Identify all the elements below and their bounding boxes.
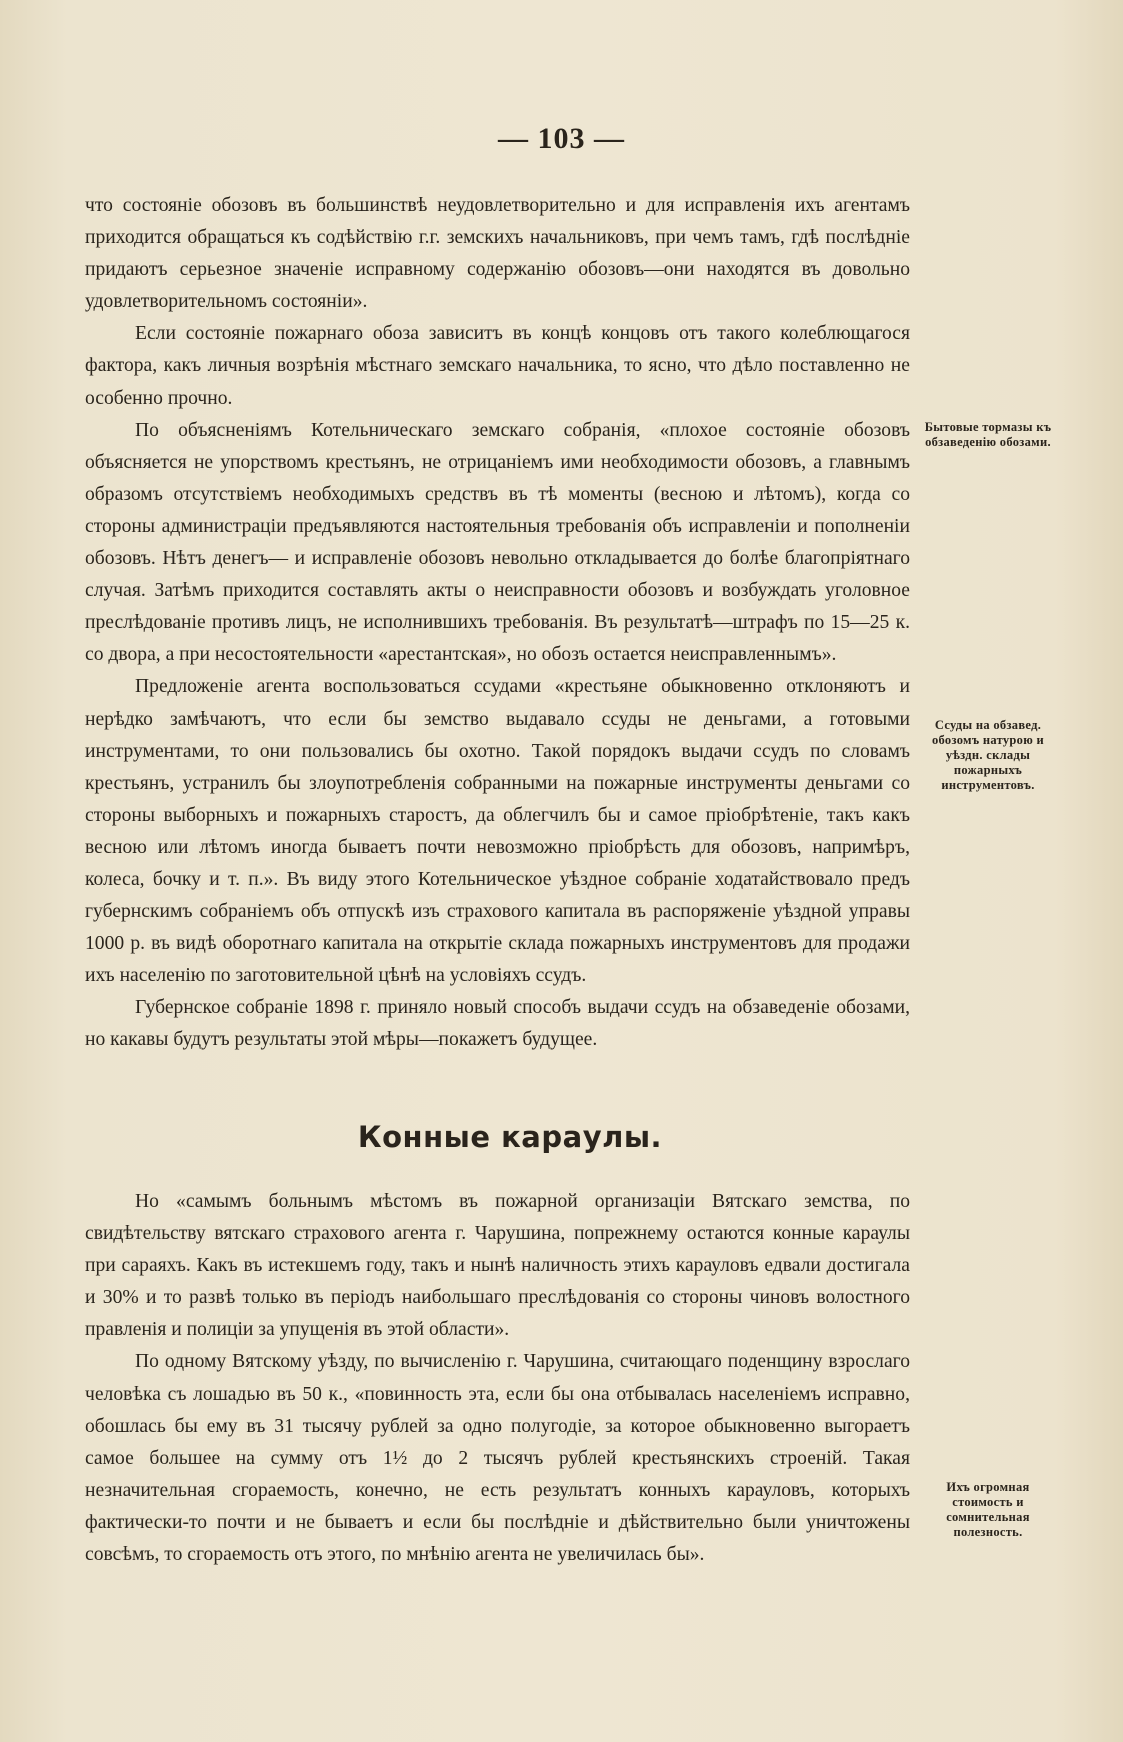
body-text-top xyxy=(85,190,910,1057)
paragraph: Но «самымъ больнымъ мѣстомъ въ пожарной организаціи Вятскаго земства, по свидѣтельству вятскаго страхового агента г. Чарушина, попрежнему остаются конные караулы при сараяхъ. Какъ въ истекшемъ году, такъ и нынѣ наличность этихъ карауловъ едвали достигала и 30% и то развѣ только въ періодъ наибольшаго преслѣдованія со стороны чиновъ волостного правленія и полиціи за упущенія въ этой области». xyxy=(85,1191,910,1341)
margin-note: Ссуды на обзавед. обозомъ натурою и уѣздн. склады пожарныхъ инструментовъ. xyxy=(931,718,1044,792)
section-heading: Конные караулы. xyxy=(357,1120,663,1154)
paragraph: По объясненіямъ Котельническаго земскаго собранія, «плохое состояніе обозовъ объясняется не упорствомъ крестьянъ, не отрицаніемъ ими необходимости обозовъ, а главнымъ образомъ отсутствіемъ необходимыхъ средствъ въ тѣ моменты (весною и лѣтомъ), когда со стороны администраціи предъявляются настоятельныя требованія объ исправленіи и пополненіи обозовъ. Нѣтъ денегъ— и исправленіе обозовъ невольно откладывается до болѣе благопріятнаго случая. Затѣмъ приходится составлять акты о неисправности обозовъ и возбуждать уголовное преслѣдованіе противъ лицъ, не исполнившихъ требованія. Въ результатѣ—штрафъ по 15—25 к. со двора, а при несостоятельности «арестантская», но обозъ остается неисправленнымъ». xyxy=(85,419,910,666)
paragraph: Если состояніе пожарнаго обоза зависитъ въ концѣ концовъ отъ такого колеблющагося фактора, какъ личныя возрѣнія мѣстнаго земскаго начальника, то ясно, что дѣло поставленно не особенно прочно. xyxy=(85,323,910,409)
paragraph: Предложеніе агента воспользоваться ссудами «крестьяне обыкновенно отклоняютъ и нерѣдко замѣчаютъ, что если бы земство выдавало ссуды не деньгами, а готовыми инструментами, то они пользовались бы охотно. Такой порядокъ выдачи ссудъ по словамъ крестьянъ, устранилъ бы злоупотребленія собранными на пожарные инструменты деньгами со стороны выборныхъ и пожарныхъ старостъ, да облегчилъ бы и самое пріобрѣтеніе, такъ какъ весною или лѣтомъ иногда бываетъ почти невозможно пріобрѣсть для обозовъ, напримѣръ, колеса, бочку и т. п.». Въ виду этого Котельническое уѣздное собраніе ходатайствовало предъ губернскимъ собраніемъ объ отпускѣ изъ страхового капитала въ распоряженіе уѣздной управы 1000 р. въ видѣ оборотнаго капитала на открытіе склада пожарныхъ инструментовъ для продажи ихъ населенію по заготовительной цѣнѣ на условіяхъ ссудъ. xyxy=(85,676,910,987)
margin-note: Ихъ огромная стоимость и сомнительная полезность. xyxy=(946,1480,1030,1539)
margin-note: Бытовые тормазы къ обзаведенію обозами. xyxy=(924,420,1052,449)
paragraph: Губернское собраніе 1898 г. приняло новый способъ выдачи ссудъ на обзаведеніе обозами, но какавы будутъ результаты этой мѣры—покажетъ будущее. xyxy=(85,997,910,1051)
body-text-bottom xyxy=(85,1186,910,1571)
page-number: — 103 — xyxy=(498,122,625,155)
paragraph: По одному Вятскому уѣзду, по вычисленію г. Чарушина, считающаго поденщину взрослаго человѣка съ лошадью въ 50 к., «повинность эта, если бы она отбывалась населеніемъ исправно, обошлась бы ему въ 31 тысячу рублей за одно полугодіе, за которое обыкновенно выгораетъ самое большее на сумму отъ 1½ до 2 тысячъ рублей крестьянскихъ строеній. Такая незначительная сгораемость, конечно, не есть результатъ конныхъ карауловъ, которыхъ фактически-то почти и не бываетъ и если бы послѣдніе и дѣйствительно были уничтожены совсѣмъ, то сгораемость отъ этого, по мнѣнію агента не увеличилась бы». xyxy=(85,1351,910,1566)
paragraph: что состояніе обозовъ въ большинствѣ неудовлетворительно и для исправленія ихъ агентамъ приходится обращаться къ содѣйствію г.г. земскихъ начальниковъ, при чемъ тамъ, гдѣ послѣдніе придаютъ серьезное значеніе исправному содержанію обозовъ—они находятся въ довольно удовлетворительномъ состояніи». xyxy=(85,195,910,313)
